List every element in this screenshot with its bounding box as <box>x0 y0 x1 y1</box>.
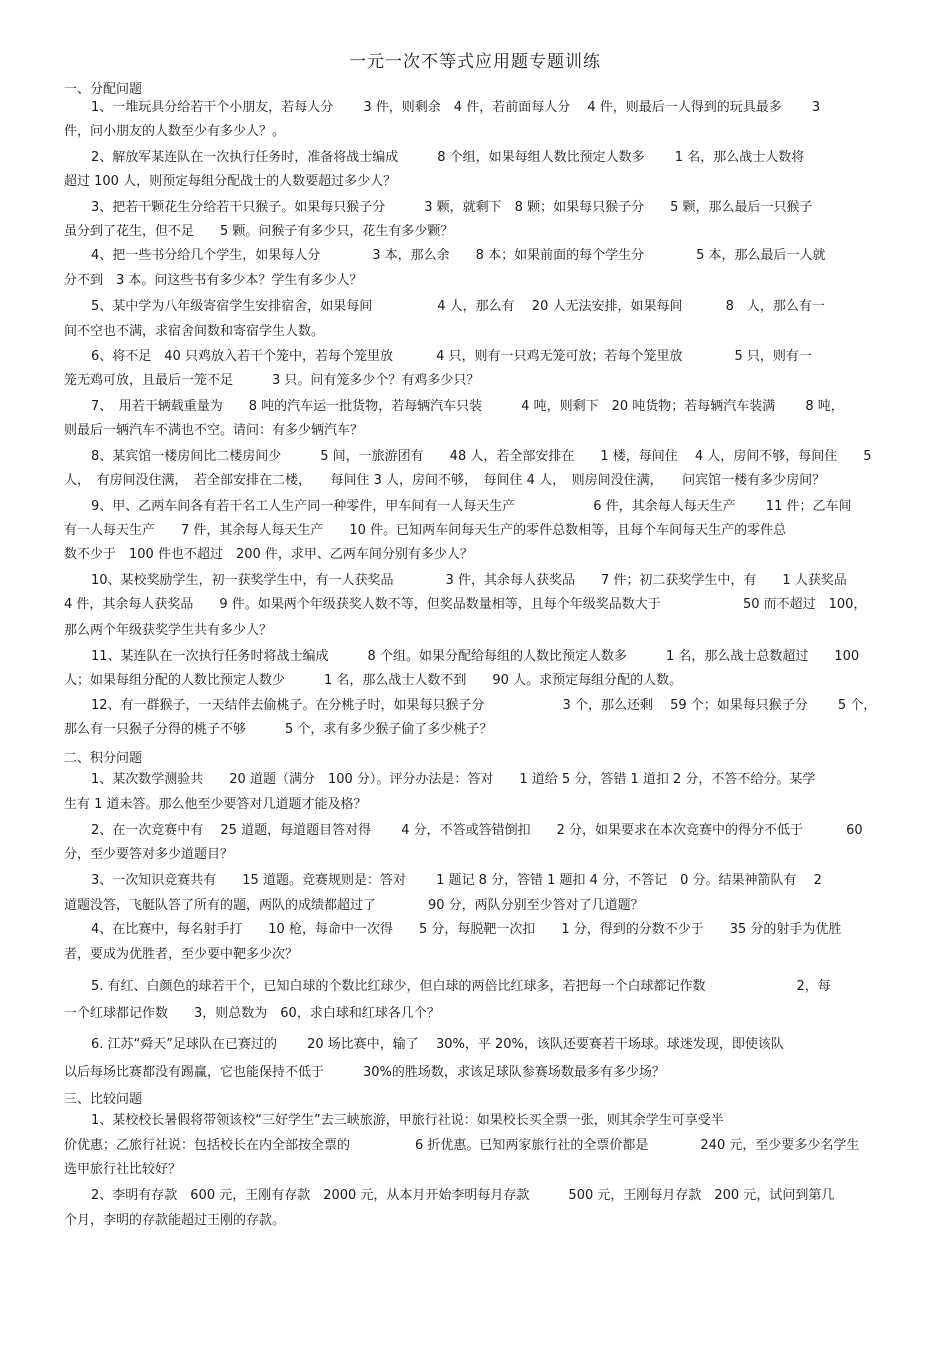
question-line: 分不到 3 本。问这些书有多少本？学生有多少人？ <box>64 273 363 288</box>
section-heading-comparison: 三、比较问题 <box>64 1092 143 1107</box>
section-heading-allocation: 一、分配问题 <box>64 82 143 97</box>
question-line: 件，问小朋友的人数至少有多少人？。 <box>64 124 286 139</box>
question-line: 超过 100 人，则预定每组分配战士的人数要超过多少人？ <box>64 174 397 189</box>
question-line: 个月，李明的存款能超过王刚的存款。 <box>64 1213 286 1228</box>
question-line: 11、某连队在一次执行任务时将战士编成 8 个组。如果分配给每组的人数比预定人数多 1 名，那么战士总数超过 100 <box>91 649 860 664</box>
question-line: 价优惠；乙旅行社说：包括校长在内全部按全票的 6 折优惠。已知两家旅行社的全票价都是 240 元，至少要多少名学生 <box>64 1138 860 1153</box>
question-line: 有一人每天生产 7 件，其余每人每天生产 10 件。已知两车间每天生产的零件总数相等，且每个车间每天生产的零件总 <box>64 523 787 538</box>
question-line: 12、有一群猴子，一天结伴去偷桃子。在分桃子时，如果每只猴子分 3 个，那么还剩 59 个；如果每只猴子分 5 个， <box>91 698 877 713</box>
question-line: 2、在一次竞赛中有 25 道题，每道题目答对得 4 分，不答或答错倒扣 2 分，如果要求在本次竞赛中的得分不低于 60 <box>91 823 863 838</box>
question-line: 5. 有红、白颜色的球若干个，已知白球的个数比红球少，但白球的两倍比红球多，若把每一个白球都记作数 2，每 <box>91 979 831 994</box>
question-line: 4、把一些书分给几个学生，如果每人分 3 本，那么余 8 本；如果前面的每个学生分 5 本，那么最后一人就 <box>91 248 826 263</box>
question-line: 一个红球都记作数 3，则总数为 60，求白球和红球各几个？ <box>64 1006 440 1021</box>
question-line: 笼无鸡可放，且最后一笼不足 3 只。问有笼多少个？有鸡多少只？ <box>64 373 480 388</box>
question-line: 1、某次数学测验共 20 道题（满分 100 分）。评分办法是：答对 1 道给 5 分，答错 1 道扣 2 分，不答不给分。某学 <box>91 772 816 787</box>
question-line: 2、李明有存款 600 元，王刚有存款 2000 元，从本月开始李明每月存款 500 元，王刚每月存款 200 元，试问到第几 <box>91 1188 835 1203</box>
question-line: 1、某校校长暑假将带领该校“三好学生”去三峡旅游，甲旅行社说：如果校长买全票一张，则其余学生可享受半 <box>91 1113 724 1128</box>
question-line: 6、将不足 40 只鸡放入若干个笼中，若每个笼里放 4 只，则有一只鸡无笼可放；若每个笼里放 5 只，则有一 <box>91 349 812 364</box>
question-line: 6. 江苏“舜天”足球队在已赛过的 20 场比赛中，输了 30%，平 20%，该队还要赛若干场球。球迷发现，即使该队 <box>91 1037 784 1052</box>
question-line: 以后每场比赛都没有踢赢，它也能保持不低于 30%的胜场数，求该足球队参赛场数最多有多少场？ <box>64 1065 665 1080</box>
question-line: 10、某校奖励学生，初一获奖学生中，有一人获奖品 3 件，其余每人获奖品 7 件；初二获奖学生中，有 1 人获奖品 <box>91 573 847 588</box>
question-line: 者，要成为优胜者，至少要中靶多少次？ <box>64 947 299 962</box>
question-line: 分，至少要答对多少道题目？ <box>64 847 234 862</box>
question-line: 道题没答，飞艇队答了所有的题，两队的成绩都超过了 90 分，两队分别至少答对了几道题？ <box>64 898 644 913</box>
question-line: 3、把若干颗花生分给若干只猴子。如果每只猴子分 3 颗，就剩下 8 颗；如果每只猴子分 5 颗，那么最后一只猴子 <box>91 200 813 215</box>
question-line: 选甲旅行社比较好？ <box>64 1162 182 1177</box>
question-line: 虽分到了花生，但不足 5 颗。问猴子有多少只，花生有多少颗？ <box>64 224 454 239</box>
question-line: 则最后一辆汽车不满也不空。请问：有多少辆汽车？ <box>64 423 364 438</box>
question-line: 4 件，其余每人获奖品 9 件。如果两个年级获奖人数不等，但奖品数量相等，且每个年级奖品数大于 50 而不超过 100， <box>64 597 867 612</box>
page-title: 一元一次不等式应用题专题训练 <box>349 52 601 72</box>
question-line: 人；如果每组分配的人数比预定人数少 1 名，那么战士人数不到 90 人。求预定每组分配的人数。 <box>64 673 683 688</box>
section-heading-scoring: 二、积分问题 <box>64 751 143 766</box>
question-line: 4、在比赛中，每名射手打 10 枪，每命中一次得 5 分，每脱靶一次扣 1 分，得到的分数不少于 35 分的射手为优胜 <box>91 922 842 937</box>
question-line: 8、某宾馆一楼房间比二楼房间少 5 间，一旅游团有 48 人，若全部安排在 1 楼，每间住 4 人，房间不够，每间住 5 <box>91 449 872 464</box>
question-line: 那么两个年级获奖学生共有多少人？ <box>64 623 273 638</box>
question-line: 1、一堆玩具分给若干个小朋友，若每人分 3 件，则剩余 4 件，若前面每人分 4 件，则最后一人得到的玩具最多 3 <box>91 100 821 115</box>
question-line: 数不少于 100 件也不超过 200 件，求甲、乙两车间分别有多少人？ <box>64 547 473 562</box>
question-line: 那么有一只猴子分得的桃子不够 5 个，求有多少猴子偷了多少桃子？ <box>64 722 493 737</box>
question-line: 3、一次知识竞赛共有 15 道题。竞赛规则是：答对 1 题记 8 分，答错 1 题扣 4 分，不答记 0 分。结果神箭队有 2 <box>91 873 822 888</box>
question-line: 生有 1 道未答。那么他至少要答对几道题才能及格？ <box>64 797 367 812</box>
question-line: 人， 有房间没住满， 若全部安排在二楼， 每间住 3 人，房间不够， 每间住 4 人， 则房间没住满， 问宾馆一楼有多少房间？ <box>64 473 826 488</box>
question-line: 5、某中学为八年级寄宿学生安排宿舍，如果每间 4 人，那么有 20 人无法安排，如果每间 8 人，那么有一 <box>91 299 825 314</box>
question-line: 间不空也不满，求宿舍间数和寄宿学生人数。 <box>64 324 325 339</box>
question-line: 9、甲、乙两车间各有若干名工人生产同一种零件，甲车间有一人每天生产 6 件，其余每人每天生产 11 件；乙车间 <box>91 499 852 514</box>
question-line: 2、解放军某连队在一次执行任务时，准备将战士编成 8 个组，如果每组人数比预定人数多 1 名，那么战士人数将 <box>91 150 805 165</box>
question-line: 7、 用若干辆载重量为 8 吨的汽车运一批货物，若每辆汽车只装 4 吨，则剩下 20 吨货物；若每辆汽车装满 8 吨， <box>91 399 844 414</box>
